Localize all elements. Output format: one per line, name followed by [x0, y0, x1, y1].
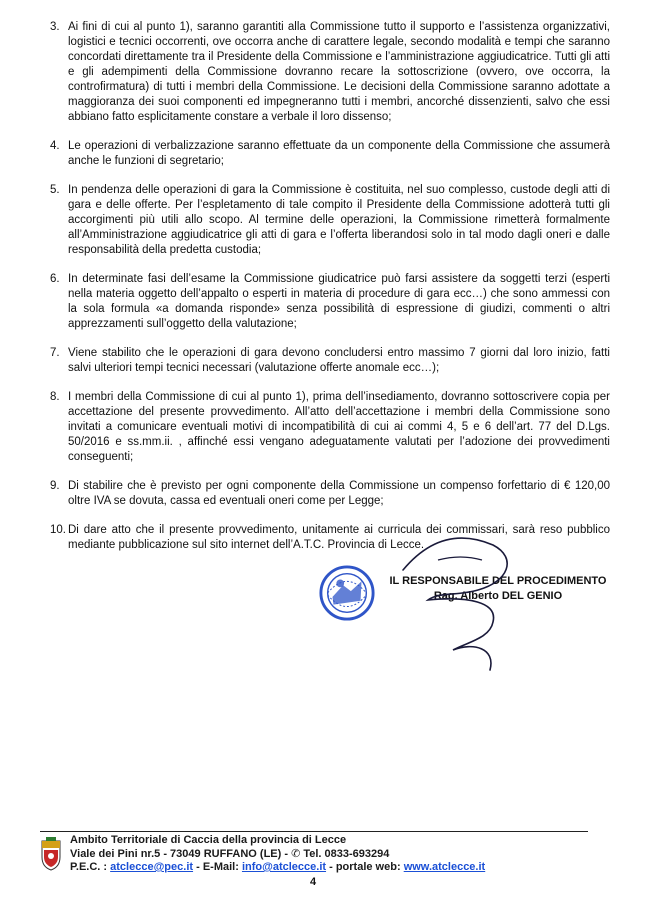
item-text: In pendenza delle operazioni di gara la Commissione è costituita, nel suo complesso, custode degli atti di gara e delle offerte. Per l’espletamento di tale compito il Presidente della Commissione adotterà tutti gli accorgimenti più utili allo scopo. Al termine delle operazioni, la Commissione rimetterà formalmente all’Amministrazione aggiudicatrice gli atti di gara e l’offerta liberandosi solo in tal modo dagli oneri e dalle responsabilità della predetta custodia; [68, 184, 610, 256]
signatory-name: Rag. Alberto DEL GENIO [433, 590, 563, 602]
email-link[interactable]: info@atclecce.it [241, 861, 327, 873]
item-text: Di stabilire che è previsto per ogni componente della Commissione un compenso forfettario di € 120,00 oltre IVA se dovuta, cassa ed eventuali oneri come per Legge; [68, 480, 610, 507]
signature-block [318, 560, 618, 660]
footer-org-name: Ambito Territoriale di Caccia della provincia di Lecce [70, 834, 347, 846]
item-text: I membri della Commissione di cui al punto 1), prima dell’insediamento, dovranno sottoscrivere copia per accettazione del presente provvedimento. All’atto dell’accettazione i membri della Commissione sono invitati a comunicare eventuali motivi di incompatibilità di cui ai commi 4, 5 e 6 dell’art. 77 del D.Lgs. 50/2016 e ss.mm.ii. , affinché essi vengano adeguatamente valutati per l’adozione dei provvedimenti conseguenti; [68, 391, 610, 463]
list-item [44, 139, 610, 169]
page-number: 4 [310, 876, 317, 888]
email-label: - E-Mail: [196, 861, 239, 873]
list-item [44, 272, 610, 332]
pec-label: P.E.C. : [70, 861, 108, 873]
list-item [44, 183, 610, 258]
website-link[interactable]: www.atclecce.it [403, 861, 486, 873]
item-number: 9. [50, 480, 60, 492]
pec-link[interactable]: atclecce@pec.it [110, 861, 194, 873]
web-label: - portale web: [329, 861, 401, 873]
list-item [44, 20, 610, 125]
handwritten-signature [398, 530, 528, 680]
footer-divider [40, 831, 588, 832]
numbered-list [44, 20, 610, 553]
item-text: In determinate fasi dell’esame la Commissione giudicatrice può farsi assistere da soggetti terzi (esperti nella materia oggetto dell’appalto o esperti in materia di procedure di gara ecc…) che sono ammessi con la sola formula «a domanda risponde» senza possibilità di espressione di giudizi, commenti o altri apprezzamenti sull’oggetto della valutazione; [68, 273, 610, 330]
official-stamp [318, 564, 376, 622]
item-text: Di dare atto che il presente provvedimento, unitamente ai curricula dei commissari, sarà reso pubblico mediante pubblicazione sul sito internet dell’A.T.C. Provincia di Lecce. [68, 524, 610, 551]
list-item [44, 479, 610, 509]
item-text: Viene stabilito che le operazioni di gara devono concludersi entro massimo 7 giorni dal loro inizio, fatti salvi ulteriori tempi tecnici necessari (valutazione offerte anomale ecc…); [68, 347, 610, 374]
item-number: 8. [50, 391, 60, 403]
item-number: 3. [50, 21, 60, 33]
item-number: 5. [50, 184, 60, 196]
footer-address: Viale dei Pini nr.5 - 73049 RUFFANO (LE) - ✆ Tel. 0833-693294 [70, 847, 390, 860]
list-item [44, 390, 610, 465]
item-number: 4. [50, 140, 60, 152]
region-coat-of-arms-icon [40, 837, 62, 871]
item-text: Le operazioni di verbalizzazione saranno effettuate da un componente della Commissione che assumerà anche le funzioni di segretario; [68, 140, 610, 167]
item-number: 7. [50, 347, 60, 359]
list-item [44, 346, 610, 376]
signatory-role: IL RESPONSABILE DEL PROCEDIMENTO [389, 575, 607, 587]
footer-contacts [70, 834, 485, 875]
item-text: Ai fini di cui al punto 1), saranno garantiti alla Commissione tutto il supporto e l’assistenza organizzativi, logistici e tecnici occorrenti, ove occorra anche di carattere legale, secondo modalità e tempi che saranno concordati direttamente tra il Presidente della Commissione e l’amministrazione aggiudicatrice. Tutti gli atti e gli adempimenti della Commissione dovranno recare la sottoscrizione (ovvero, ove occorra, la controfirmatura) di tutti i membri della Commissione. Le decisioni della Commissione saranno adottate a maggioranza dei suoi componenti ed impegneranno tutti i membri, ancorché dissenzienti, salvo che essi abbiano fatto esplicitamente constare a verbale il loro dissenso; [68, 21, 610, 123]
footer-links-line [70, 861, 485, 875]
item-number: 10. [50, 524, 66, 536]
page-footer [40, 826, 600, 886]
item-number: 6. [50, 273, 60, 285]
